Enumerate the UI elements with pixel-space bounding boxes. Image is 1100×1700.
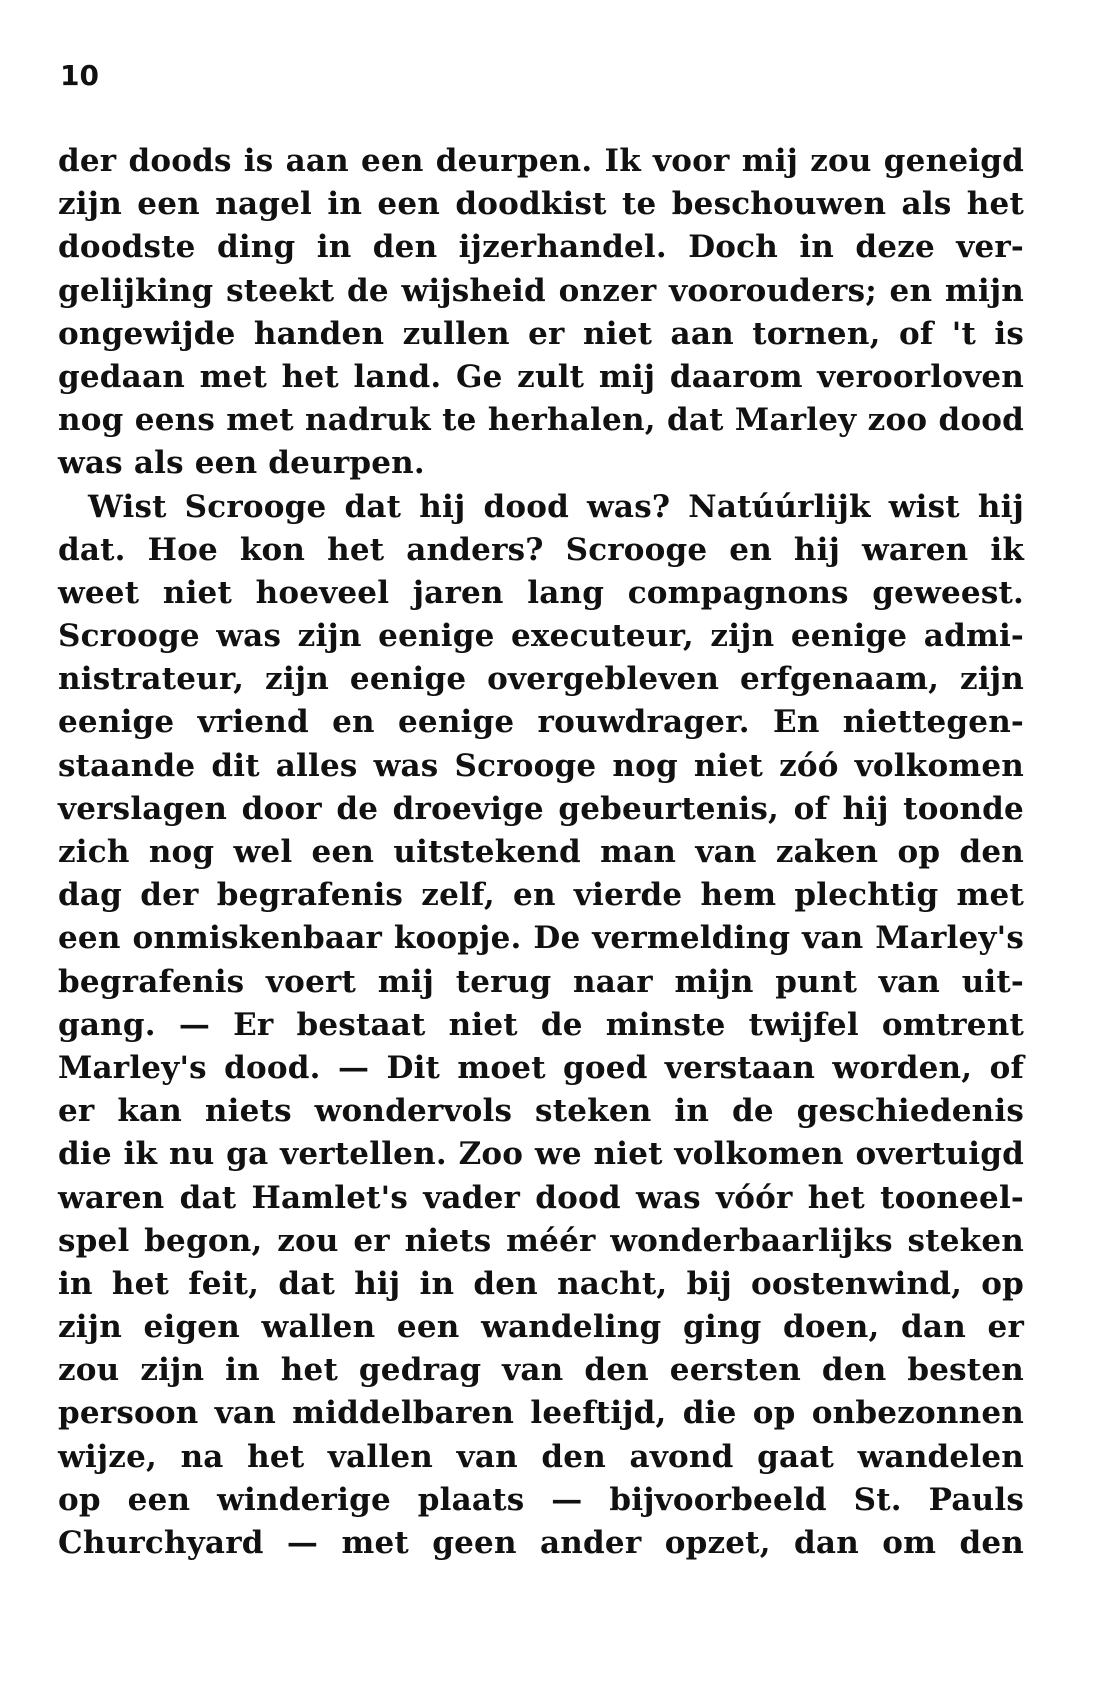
text-line: zijn eigen wallen een wandeling ging doen, dan er	[58, 1309, 1024, 1346]
text-line: verslagen door de droevige gebeurtenis, of hij toonde	[58, 790, 1024, 827]
text-line: Churchyard — met geen ander opzet, dan om den	[58, 1525, 1024, 1561]
text-line: was als een deurpen.	[58, 445, 425, 482]
text-line: spel begon, zou er niets méér wonderbaarlijks steken	[58, 1222, 1024, 1259]
text-line: begrafenis voert mij terug naar mijn punt van uit-	[58, 963, 1024, 1000]
text-line: dat. Hoe kon het anders? Scrooge en hij waren ik	[58, 531, 1024, 568]
text-line: zou zijn in het gedrag van den eersten den besten	[58, 1352, 1024, 1389]
text-line: persoon van middelbaren leeftijd, die op onbezonnen	[58, 1395, 1024, 1432]
text-line: er kan niets wondervols steken in de geschiedenis	[58, 1093, 1024, 1130]
text-line: waren dat Hamlet's vader dood was vóór het tooneel-	[58, 1179, 1024, 1216]
text-line: Wist Scrooge dat hij dood was? Natúúrlijk wist hij	[88, 488, 1024, 525]
body-text	[58, 140, 1024, 1565]
text-line: gedaan met het land. Ge zult mij daarom veroorloven	[58, 358, 1024, 395]
text-line: weet niet hoeveel jaren lang compagnons geweest.	[58, 574, 1024, 611]
text-line: Marley's dood. — Dit moet goed verstaan worden, of	[58, 1049, 1024, 1086]
text-line: zijn een nagel in een doodkist te beschouwen als het	[58, 186, 1024, 223]
text-line: een onmiskenbaar koopje. De vermelding van Marley's	[58, 920, 1024, 957]
text-line: die ik nu ga vertellen. Zoo we niet volkomen overtuigd	[58, 1136, 1024, 1173]
text-line: gelijking steekt de wijsheid onzer voorouders; en mijn	[58, 272, 1024, 309]
text-line: op een winderige plaats — bijvoorbeeld St. Pauls	[58, 1481, 1024, 1518]
text-line: Scrooge was zijn eenige executeur, zijn eenige admi-	[58, 618, 1024, 655]
text-line: staande dit alles was Scrooge nog niet zóó volkomen	[58, 747, 1024, 784]
page-number: 10	[60, 59, 99, 92]
text-line: der doods is aan een deurpen. Ik voor mij zou geneigd	[58, 143, 1024, 179]
text-line: ongewijde handen zullen er niet aan tornen, of 't is	[58, 315, 1024, 352]
text-line: doodste ding in den ijzerhandel. Doch in deze ver-	[58, 229, 1024, 266]
text-line: wijze, na het vallen van den avond gaat wandelen	[58, 1438, 1024, 1475]
text-line: in het feit, dat hij in den nacht, bij oostenwind, op	[58, 1265, 1024, 1302]
text-line: nistrateur, zijn eenige overgebleven erfgenaam, zijn	[58, 661, 1024, 698]
text-line: eenige vriend en eenige rouwdrager. En niettegen-	[58, 704, 1024, 741]
text-line: zich nog wel een uitstekend man van zaken op den	[58, 834, 1024, 870]
text-line: gang. — Er bestaat niet de minste twijfel omtrent	[58, 1006, 1024, 1043]
text-line: dag der begrafenis zelf, en vierde hem plechtig met	[58, 877, 1024, 914]
text-line: nog eens met nadruk te herhalen, dat Marley zoo dood	[58, 402, 1024, 439]
